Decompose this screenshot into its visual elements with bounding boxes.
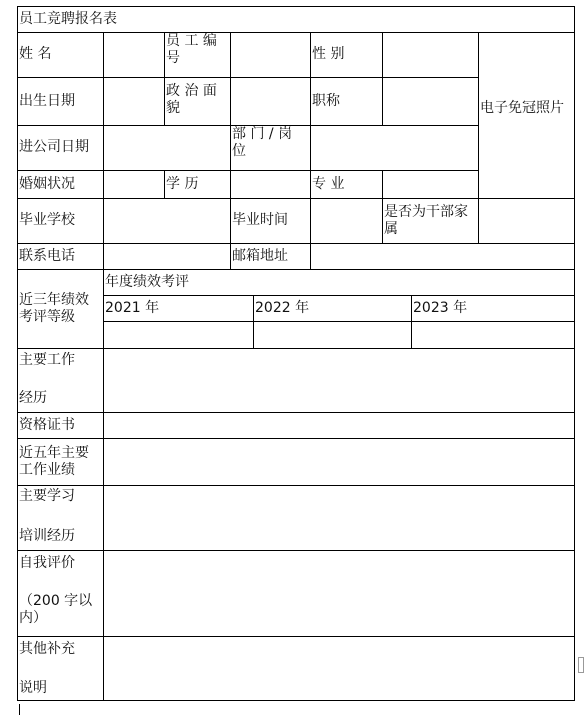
grid-line bbox=[17, 269, 575, 270]
achievements-value[interactable] bbox=[103, 438, 575, 485]
grad-time-value[interactable] bbox=[310, 198, 382, 243]
political-status-label: 政 治 面 貌 bbox=[166, 83, 217, 116]
work-history-label-line2: 经历 bbox=[19, 390, 47, 406]
join-date-label: 进公司日期 bbox=[19, 139, 89, 155]
other-label bbox=[17, 636, 103, 701]
training-label bbox=[17, 485, 103, 550]
self-eval-value[interactable] bbox=[103, 550, 575, 636]
grid-line bbox=[164, 170, 165, 198]
annual-perf-label: 年度绩效考评 bbox=[105, 273, 189, 290]
cadre-family-value[interactable] bbox=[478, 198, 575, 243]
employee-no-value[interactable] bbox=[230, 32, 310, 77]
dept-post-label: 部 门 / 岗 位 bbox=[232, 126, 293, 159]
grid-line bbox=[103, 321, 575, 322]
grid-line bbox=[17, 550, 575, 551]
self-eval-label bbox=[17, 550, 103, 636]
grid-line bbox=[17, 485, 575, 486]
employee-no-label: 员 工 编 号 bbox=[166, 33, 217, 66]
dept-post-value[interactable] bbox=[310, 125, 478, 170]
grid-line bbox=[17, 243, 575, 244]
self-eval-label-line2: （200 字以内） bbox=[19, 593, 93, 626]
birth-date-label: 出生日期 bbox=[19, 92, 75, 109]
registration-form-table bbox=[17, 6, 575, 701]
perf-2021-value[interactable] bbox=[103, 321, 253, 348]
grid-line bbox=[382, 32, 383, 125]
grid-line bbox=[17, 636, 575, 637]
grid-line bbox=[17, 170, 478, 171]
grid-line bbox=[230, 32, 231, 269]
other-label-line2: 说明 bbox=[19, 680, 47, 696]
grid-line bbox=[17, 6, 18, 701]
grid-line bbox=[103, 32, 104, 701]
grid-line bbox=[17, 125, 478, 126]
email-label: 邮箱地址 bbox=[232, 247, 288, 264]
birth-date-value[interactable] bbox=[103, 77, 164, 125]
name-value[interactable] bbox=[103, 32, 164, 77]
achievements-label: 近五年主要工作业绩 bbox=[19, 444, 89, 478]
major-label: 专 业 bbox=[312, 175, 345, 192]
grid-line bbox=[310, 32, 311, 269]
grid-line bbox=[103, 295, 575, 296]
major-value[interactable] bbox=[382, 170, 478, 198]
grid-line bbox=[17, 198, 575, 199]
grid-line bbox=[253, 295, 254, 348]
training-label-line1: 主要学习 bbox=[19, 488, 75, 504]
job-title-label: 职称 bbox=[312, 92, 340, 109]
phone-label: 联系电话 bbox=[19, 247, 75, 264]
email-value[interactable] bbox=[310, 243, 575, 269]
year-2023-label: 2023 年 bbox=[413, 299, 468, 316]
grid-line bbox=[17, 700, 575, 701]
training-value[interactable] bbox=[103, 485, 575, 550]
training-label-line2: 培训经历 bbox=[19, 528, 75, 544]
photo-label: 电子免冠照片 bbox=[480, 100, 564, 116]
name-label: 姓 名 bbox=[19, 46, 52, 62]
cadre-family-label: 是否为干部家属 bbox=[384, 203, 468, 237]
school-value[interactable] bbox=[103, 198, 230, 243]
other-label-line1: 其他补充 bbox=[19, 641, 75, 657]
year-2021-label: 2021 年 bbox=[105, 299, 160, 316]
grad-time-label: 毕业时间 bbox=[232, 212, 288, 228]
form-title: 员工竞聘报名表 bbox=[19, 10, 117, 27]
perf-2023-value[interactable] bbox=[411, 321, 575, 348]
grid-line bbox=[574, 6, 575, 701]
grid-line bbox=[411, 295, 412, 348]
marital-status-label: 婚姻状况 bbox=[19, 175, 75, 192]
grid-line bbox=[17, 348, 575, 349]
education-value[interactable] bbox=[230, 170, 310, 198]
margin-marker-icon bbox=[578, 657, 584, 673]
grid-line bbox=[17, 32, 575, 33]
join-date-value[interactable] bbox=[103, 125, 230, 170]
grid-line bbox=[17, 6, 575, 7]
political-status-value[interactable] bbox=[230, 77, 310, 125]
work-history-value[interactable] bbox=[103, 348, 575, 412]
marital-status-value[interactable] bbox=[103, 170, 164, 198]
perf-2022-value[interactable] bbox=[253, 321, 411, 348]
work-history-label bbox=[17, 348, 103, 412]
grid-line bbox=[17, 438, 575, 439]
education-label: 学 历 bbox=[166, 175, 199, 192]
grid-line bbox=[382, 170, 383, 243]
grid-line bbox=[478, 32, 479, 243]
school-label: 毕业学校 bbox=[19, 212, 75, 228]
gender-label: 性 别 bbox=[312, 46, 345, 62]
work-history-label-line1: 主要工作 bbox=[19, 352, 75, 368]
text-cursor bbox=[19, 704, 20, 715]
gender-value[interactable] bbox=[382, 32, 478, 77]
perf-rating-label: 近三年绩效考评等级 bbox=[19, 291, 89, 325]
grid-line bbox=[164, 32, 165, 125]
certificates-label: 资格证书 bbox=[19, 416, 75, 433]
grid-line bbox=[17, 77, 478, 78]
phone-value[interactable] bbox=[103, 243, 230, 269]
self-eval-label-line1: 自我评价 bbox=[19, 555, 75, 571]
grid-line bbox=[17, 412, 575, 413]
year-2022-label: 2022 年 bbox=[255, 299, 310, 316]
other-value[interactable] bbox=[103, 636, 575, 701]
certificates-value[interactable] bbox=[103, 412, 575, 438]
job-title-value[interactable] bbox=[382, 77, 478, 125]
